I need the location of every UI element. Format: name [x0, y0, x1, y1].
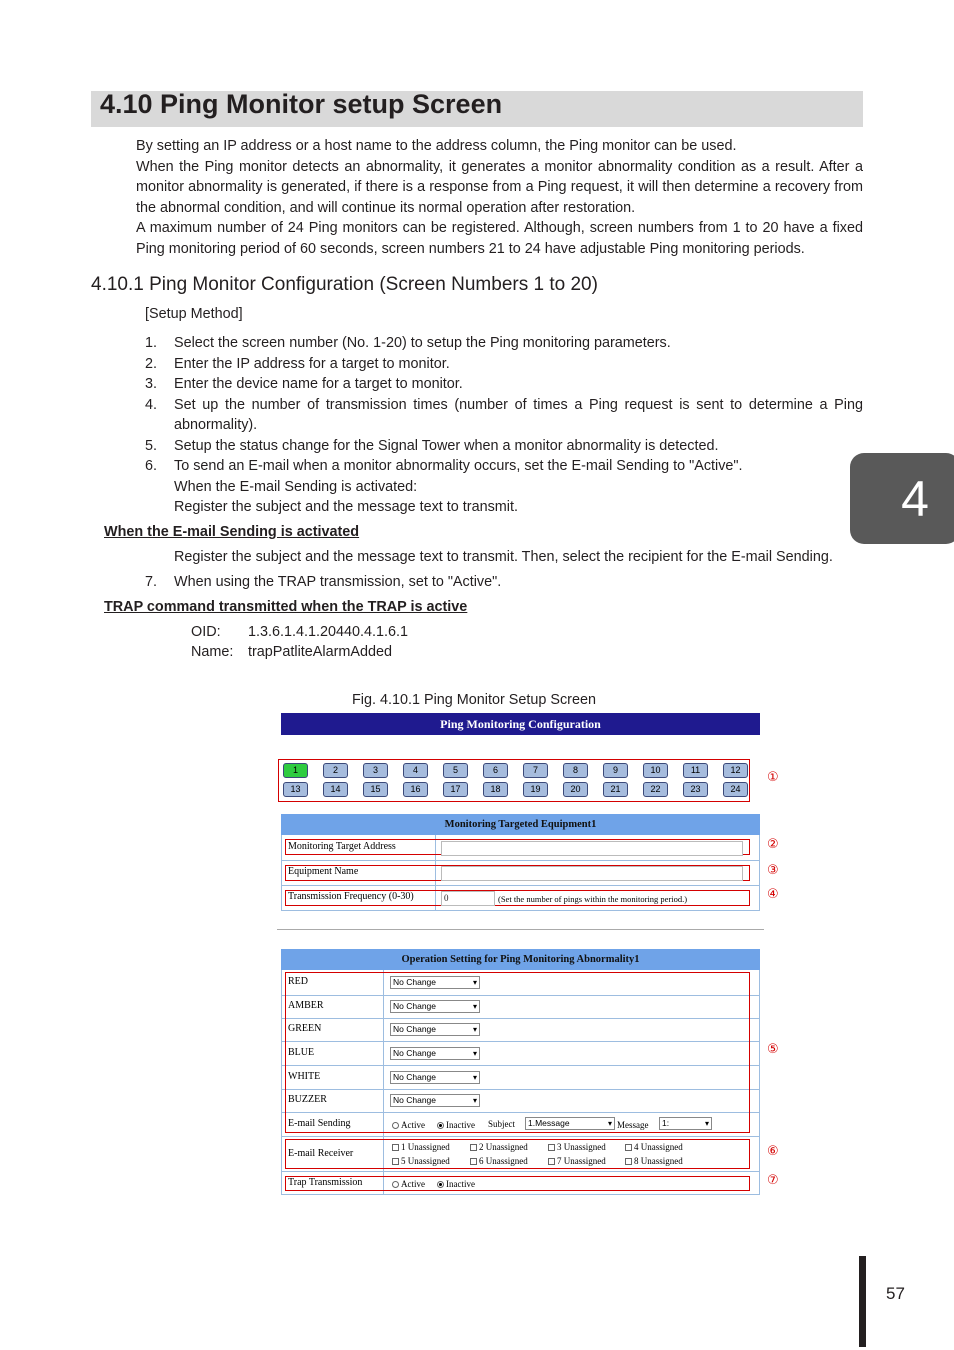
green-label: GREEN — [288, 1023, 322, 1034]
intro-paragraph: A maximum number of 24 Ping monitors can be registered. Although, screen numbers from 1 to 20 have a fixed Ping monitoring period of 60 seconds, screen numbers 21 to 24 have adjustable Ping monitoring periods. — [136, 220, 863, 257]
callout-1: ① — [767, 770, 779, 785]
screen-button-9[interactable]: 9 — [603, 763, 628, 778]
screen-button-17[interactable]: 17 — [443, 782, 468, 797]
checkbox-icon — [470, 1144, 477, 1151]
subheading: 4.10.1 Ping Monitor Configuration (Screen Numbers 1 to 20) — [91, 274, 598, 295]
list-item — [145, 456, 863, 477]
step-number: 4. — [145, 396, 158, 413]
receiver-checkbox-2[interactable] — [470, 1142, 528, 1152]
address-input[interactable] — [441, 841, 743, 856]
page-heading: 4.10 Ping Monitor setup Screen — [100, 89, 503, 119]
white-select[interactable]: No Change ▾ — [390, 1071, 480, 1084]
table-row-line — [281, 860, 760, 861]
screen-button-12[interactable]: 12 — [723, 763, 748, 778]
callout-box-5 — [285, 972, 750, 1133]
email-receiver-label: E-mail Receiver — [288, 1148, 354, 1159]
list-item — [145, 436, 863, 457]
screen-button-22[interactable]: 22 — [643, 782, 668, 797]
list-item — [145, 497, 863, 518]
list-item — [145, 395, 863, 436]
target-table-header: Monitoring Targeted Equipment1 — [281, 814, 760, 835]
screen-button-24[interactable]: 24 — [723, 782, 748, 797]
white-label: WHITE — [288, 1071, 321, 1082]
screen-button-8[interactable]: 8 — [563, 763, 588, 778]
screen-button-2[interactable]: 2 — [323, 763, 348, 778]
callout-3: ③ — [767, 863, 779, 878]
frequency-label: Transmission Frequency (0-30) — [288, 891, 414, 902]
callout-7: ⑦ — [767, 1173, 779, 1188]
frequency-input[interactable]: 0 — [441, 891, 495, 906]
step-number: 2. — [145, 355, 158, 372]
oid-value: 1.3.6.1.4.1.20440.4.1.6.1 — [248, 624, 409, 640]
email-heading: When the E-mail Sending is activated — [104, 524, 360, 540]
step-number: 5. — [145, 437, 158, 454]
green-select[interactable]: No Change ▾ — [390, 1023, 480, 1036]
ping-config-screenshot — [281, 713, 779, 1203]
callout-4: ④ — [767, 887, 779, 902]
step-text: When the E-mail Sending is activated: — [174, 478, 418, 495]
screen-button-10[interactable]: 10 — [643, 763, 668, 778]
receiver-text: 4 Unassigned — [634, 1142, 683, 1152]
name-value: trapPatliteAlarmAdded — [248, 644, 392, 660]
email-active-radio[interactable] — [392, 1120, 425, 1130]
figure-caption: Fig. 4.10.1 Ping Monitor Setup Screen — [352, 692, 596, 708]
screen-title: Ping Monitoring Configuration — [281, 713, 760, 735]
screen-button-23[interactable]: 23 — [683, 782, 708, 797]
subject-label: Subject — [488, 1119, 515, 1129]
receiver-text: 2 Unassigned — [479, 1142, 528, 1152]
step-number: 7. — [145, 574, 158, 590]
checkbox-icon — [625, 1158, 632, 1165]
list-item — [145, 477, 863, 498]
receiver-checkbox-5[interactable] — [392, 1156, 450, 1166]
screen-button-1[interactable]: 1 — [283, 763, 308, 778]
screen-button-21[interactable]: 21 — [603, 782, 628, 797]
setup-method-label: [Setup Method] — [145, 306, 243, 322]
screen-button-6[interactable]: 6 — [483, 763, 508, 778]
screen-button-4[interactable]: 4 — [403, 763, 428, 778]
intro-paragraph: By setting an IP address or a host name to the address column, the Ping monitor can be used. — [136, 138, 737, 154]
checkbox-icon — [392, 1144, 399, 1151]
trap-active-radio[interactable] — [392, 1179, 425, 1189]
receiver-checkbox-1[interactable] — [392, 1142, 450, 1152]
separator — [277, 929, 764, 930]
trap-heading: TRAP command transmitted when the TRAP is active — [104, 599, 468, 615]
table-row-line — [281, 1171, 760, 1172]
subject-select[interactable]: 1.Message ▾ — [525, 1117, 615, 1130]
email-text: Register the subject and the message text to transmit. Then, select the recipient for the E-mail Sending. — [174, 549, 833, 565]
amber-select[interactable]: No Change ▾ — [390, 1000, 480, 1013]
screen-button-16[interactable]: 16 — [403, 782, 428, 797]
email-sending-label: E-mail Sending — [288, 1118, 351, 1129]
inactive-text: Inactive — [446, 1179, 475, 1189]
page-number-bar — [859, 1256, 866, 1347]
checkbox-icon — [470, 1158, 477, 1165]
receiver-checkbox-6[interactable] — [470, 1156, 528, 1166]
intro-paragraph: When the Ping monitor detects an abnormality, it generates a monitor abnormality condition as a result. After a monitor abnormality is generated, if there is a response from a Ping request, it will then determine a recovery from the abnormal condition, and will continue its normal operation after restoration. — [136, 158, 863, 216]
email-inactive-radio[interactable] — [437, 1120, 475, 1130]
receiver-checkbox-7[interactable] — [548, 1156, 606, 1166]
screen-button-3[interactable]: 3 — [363, 763, 388, 778]
intro-text — [136, 136, 863, 259]
screen-button-13[interactable]: 13 — [283, 782, 308, 797]
receiver-checkbox-4[interactable] — [625, 1142, 683, 1152]
screen-button-14[interactable]: 14 — [323, 782, 348, 797]
step-number: 1. — [145, 335, 158, 351]
oid-label: OID: — [191, 624, 221, 640]
step-number: 6. — [145, 458, 158, 474]
radio-selected-icon — [437, 1181, 444, 1188]
address-label: Monitoring Target Address — [288, 841, 396, 852]
step-text: Enter the IP address for a target to monitor. — [174, 355, 450, 372]
list-item — [145, 374, 863, 395]
screen-button-18[interactable]: 18 — [483, 782, 508, 797]
callout-2: ② — [767, 837, 779, 852]
red-label: RED — [288, 976, 308, 987]
blue-label: BLUE — [288, 1047, 315, 1058]
receiver-checkbox-3[interactable] — [548, 1142, 606, 1152]
step-text: Set up the number of transmission times (number of times a Ping request is sent to determine a Ping abnormality). — [174, 396, 863, 433]
screen-button-15[interactable]: 15 — [363, 782, 388, 797]
radio-selected-icon — [437, 1122, 444, 1129]
callout-6: ⑥ — [767, 1144, 779, 1159]
amber-label: AMBER — [288, 1000, 324, 1011]
chapter-number: 4 — [901, 471, 929, 527]
receiver-text: 8 Unassigned — [634, 1156, 683, 1166]
table-row-line — [281, 885, 760, 886]
screen-button-19[interactable]: 19 — [523, 782, 548, 797]
step-text: Enter the device name for a target to monitor. — [174, 376, 463, 392]
radio-icon — [392, 1122, 399, 1129]
trap-inactive-radio[interactable] — [437, 1179, 475, 1189]
screen-button-20[interactable]: 20 — [563, 782, 588, 797]
active-text: Active — [401, 1179, 425, 1189]
step-number: 3. — [145, 376, 158, 392]
step-text: Select the screen number (No. 1-20) to setup the Ping monitoring parameters. — [174, 335, 671, 351]
red-select[interactable]: No Change ▾ — [390, 976, 480, 989]
screen-button-11[interactable]: 11 — [683, 763, 708, 778]
receiver-text: 5 Unassigned — [401, 1156, 450, 1166]
checkbox-icon — [548, 1144, 555, 1151]
page-number: 57 — [886, 1284, 905, 1303]
blue-select[interactable]: No Change ▾ — [390, 1047, 480, 1060]
screen-button-5[interactable]: 5 — [443, 763, 468, 778]
checkbox-icon — [392, 1158, 399, 1165]
trap-transmission-label: Trap Transmission — [288, 1177, 363, 1188]
equipment-name-label: Equipment Name — [288, 866, 359, 877]
receiver-text: 3 Unassigned — [557, 1142, 606, 1152]
receiver-text: 7 Unassigned — [557, 1156, 606, 1166]
callout-5: ⑤ — [767, 1042, 779, 1057]
operation-table-header: Operation Setting for Ping Monitoring Abnormality1 — [281, 949, 760, 970]
name-label: Name: — [191, 644, 234, 660]
step-text: Setup the status change for the Signal Tower when a monitor abnormality is detected. — [174, 437, 719, 454]
step-text: Register the subject and the message text to transmit. — [174, 499, 518, 515]
table-row-line — [281, 1136, 760, 1137]
list-item — [145, 333, 863, 354]
buzzer-select[interactable]: No Change ▾ — [390, 1094, 480, 1107]
checkbox-icon — [625, 1144, 632, 1151]
step-text: To send an E-mail when a monitor abnormality occurs, set the E-mail Sending to "Active". — [174, 458, 743, 474]
message-label: Message — [617, 1120, 649, 1130]
list-item — [145, 354, 863, 375]
step-text: When using the TRAP transmission, set to "Active". — [174, 574, 502, 590]
receiver-text: 6 Unassigned — [479, 1156, 528, 1166]
equipment-name-input[interactable] — [441, 866, 743, 881]
message-select[interactable]: 1: ▾ — [659, 1117, 712, 1130]
receiver-text: 1 Unassigned — [401, 1142, 450, 1152]
active-text: Active — [401, 1120, 425, 1130]
inactive-text: Inactive — [446, 1120, 475, 1130]
checkbox-icon — [548, 1158, 555, 1165]
radio-icon — [392, 1181, 399, 1188]
frequency-note: (Set the number of pings within the monitoring period.) — [498, 894, 688, 904]
receiver-checkbox-8[interactable] — [625, 1156, 683, 1166]
callout-box-1 — [278, 759, 750, 802]
screen-button-7[interactable]: 7 — [523, 763, 548, 778]
steps-list — [145, 333, 863, 518]
buzzer-label: BUZZER — [288, 1094, 327, 1105]
